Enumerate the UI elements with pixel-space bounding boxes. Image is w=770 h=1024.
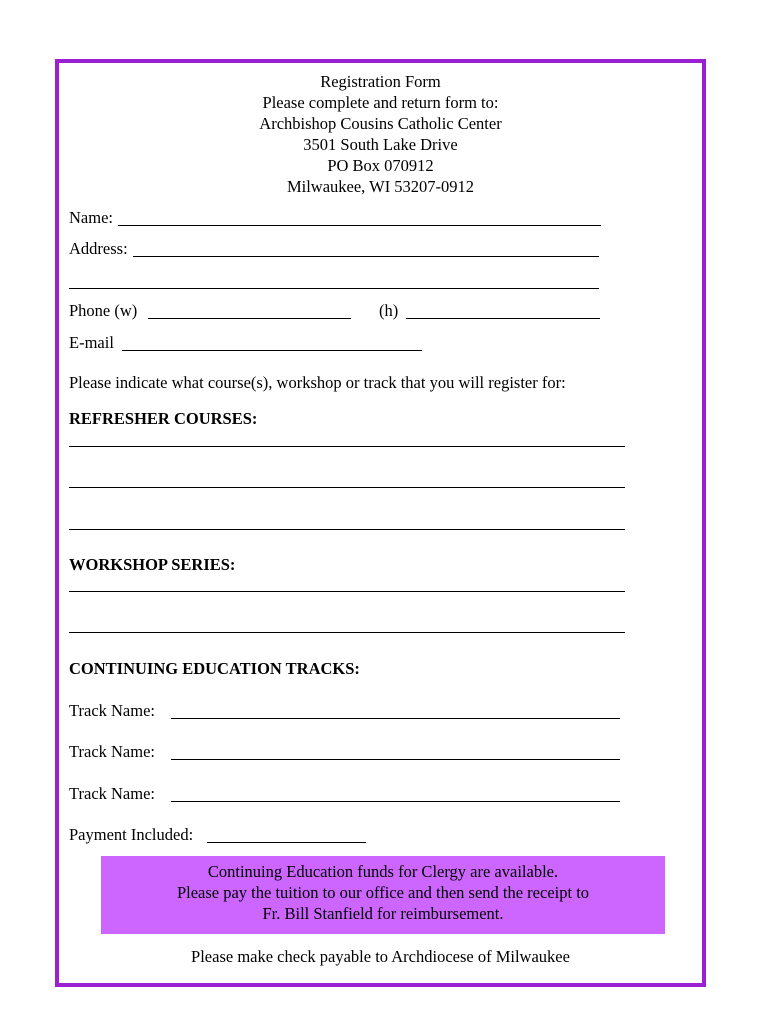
- phone-work-field[interactable]: [148, 318, 351, 319]
- form-frame: [55, 59, 706, 987]
- address-field-line2[interactable]: [69, 288, 599, 289]
- refresher-heading: REFRESHER COURSES:: [69, 409, 258, 428]
- payment-label: Payment Included:: [69, 825, 194, 844]
- refresher-field-3[interactable]: [69, 529, 625, 530]
- track-label-3: Track Name:: [69, 784, 155, 803]
- clergy-funds-note: [101, 856, 665, 934]
- return-instruction: Please complete and return form to:: [262, 93, 499, 112]
- form-title: Registration Form: [320, 72, 441, 91]
- name-field[interactable]: [118, 225, 601, 226]
- street-address: 3501 South Lake Drive: [303, 135, 458, 154]
- email-label: E-mail: [69, 333, 114, 352]
- payment-field[interactable]: [207, 842, 366, 843]
- workshop-heading: WORKSHOP SERIES:: [69, 555, 236, 574]
- refresher-field-2[interactable]: [69, 487, 625, 488]
- workshop-field-1[interactable]: [69, 591, 625, 592]
- track-label-1: Track Name:: [69, 701, 155, 720]
- phone-home-label: (h): [379, 301, 399, 320]
- address-label: Address:: [69, 239, 128, 258]
- note-line-3: Fr. Bill Stanfield for reimbursement.: [262, 904, 504, 923]
- city-state-zip: Milwaukee, WI 53207-0912: [286, 177, 475, 196]
- organization-name: Archbishop Cousins Catholic Center: [259, 114, 502, 133]
- track-field-1[interactable]: [171, 718, 620, 719]
- continuing-heading: CONTINUING EDUCATION TRACKS:: [69, 659, 360, 678]
- note-line-1: Continuing Education funds for Clergy are available.: [207, 862, 559, 881]
- name-label: Name:: [69, 208, 113, 227]
- course-prompt: Please indicate what course(s), workshop or track that you will register for:: [69, 373, 566, 392]
- track-field-2[interactable]: [171, 759, 620, 760]
- phone-home-field[interactable]: [406, 318, 600, 319]
- phone-work-label: Phone (w): [69, 301, 138, 320]
- track-field-3[interactable]: [171, 801, 620, 802]
- form-header: [59, 71, 702, 197]
- note-line-2: Please pay the tuition to our office and then send the receipt to: [176, 883, 590, 902]
- email-field[interactable]: [122, 350, 422, 351]
- track-label-2: Track Name:: [69, 742, 155, 761]
- address-field[interactable]: [133, 256, 599, 257]
- check-payable-note: Please make check payable to Archdiocese of Milwaukee: [191, 947, 570, 966]
- refresher-field-1[interactable]: [69, 446, 625, 447]
- workshop-field-2[interactable]: [69, 632, 625, 633]
- po-box: PO Box 070912: [327, 156, 434, 175]
